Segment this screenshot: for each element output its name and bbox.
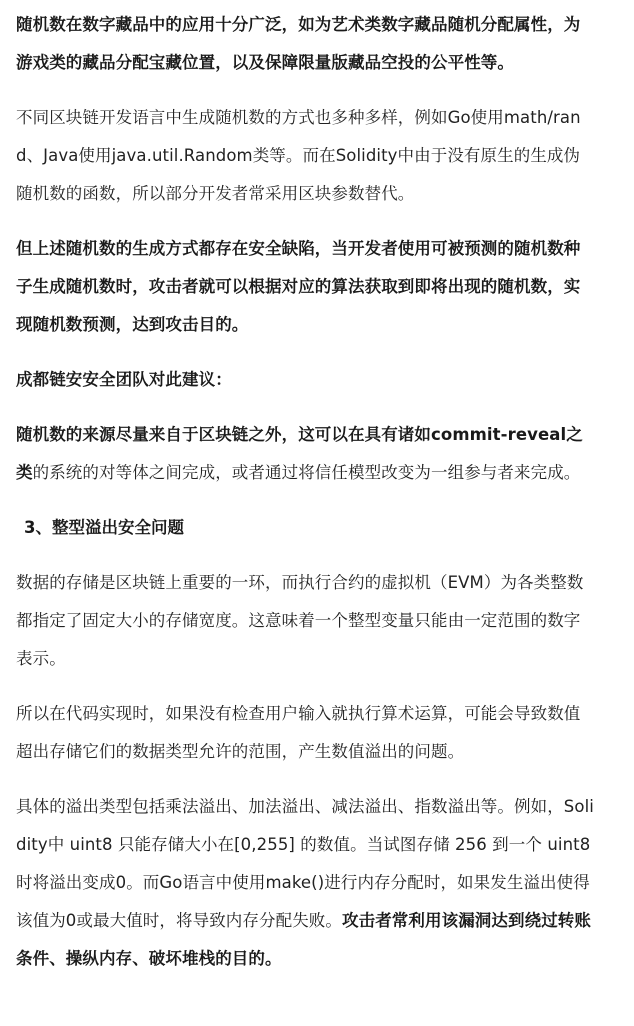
paragraph-security-flaw: 但上述随机数的生成方式都存在安全缺陷，当开发者使用可被预测的随机数种子生成随机数时，攻击者就可以根据对应的算法获取到即将出现的随机数，实现随机数预测，达到攻击目的。 (16, 239, 581, 334)
recommendation-bold: 随机数的来源尽量来自于区块链之外，这可以在具有诸如commit-reveal之类 (16, 425, 583, 482)
paragraph-storage-width: 数据的存储是区块链上重要的一环，而执行合约的虚拟机（EVM）为各类整数都指定了固定大小的存储宽度。这意味着一个整型变量只能由一定范围的数字表示。 (16, 573, 584, 668)
paragraph-unchecked-arithmetic: 所以在代码实现时，如果没有检查用户输入就执行算术运算，可能会导致数值超出存储它们的数据类型允许的范围，产生数值溢出的问题。 (16, 704, 581, 761)
overflow-types-bold: 攻击者常利用该漏洞达到绕过转账条件、操纵内存、破坏堆栈的目的。 (16, 911, 591, 968)
paragraph-overflow-types (16, 788, 596, 978)
paragraph-random-generation-methods: 不同区块链开发语言中生成随机数的方式也多种多样，例如Go使用math/rand、Java使用java.util.Random类等。而在Solidity中由于没有原生的生成伪随机数的函数，所以部分开发者常采用区块参数替代。 (16, 108, 581, 203)
paragraph-random-use-cases: 随机数在数字藏品中的应用十分广泛，如为艺术类数字藏品随机分配属性，为游戏类的藏品分配宝藏位置，以及保障限量版藏品空投的公平性等。 (16, 15, 581, 72)
recommendation-normal: 的系统的对等体之间完成，或者通过将信任模型改变为一组参与者来完成。 (32, 463, 581, 482)
section-heading-integer-overflow: 3、整型溢出安全问题 (24, 518, 184, 537)
paragraph-recommendation (16, 416, 596, 492)
overflow-types-normal: 具体的溢出类型包括乘法溢出、加法溢出、减法溢出、指数溢出等。例如，Solidity中 uint8 只能存储大小在[0,255] 的数值。当试图存储 256 到一个 uint8 时将溢出变成0。而Go语言中使用make()进行内存分配时，如果发生溢出使得该值为0或最大值时，将导致内存分配失败。 (16, 797, 594, 930)
paragraph-team-advice: 成都链安安全团队对此建议： (16, 370, 232, 389)
